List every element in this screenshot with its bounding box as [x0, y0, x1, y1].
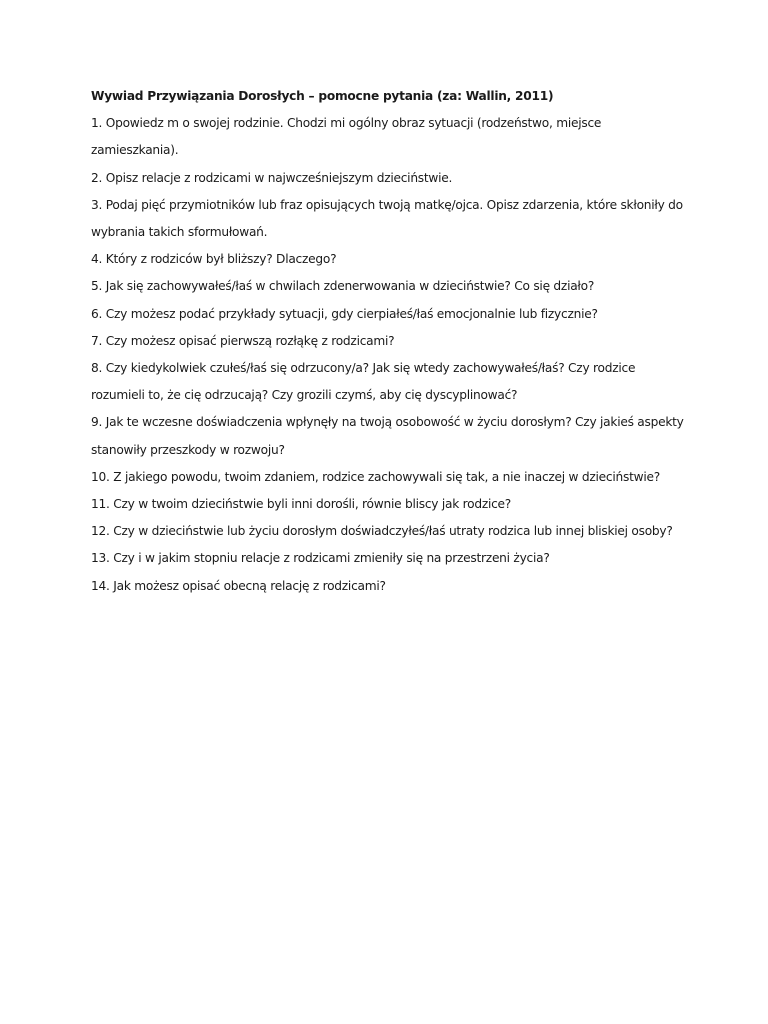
question-item: 1. Opowiedz m o swojej rodzinie. Chodzi mi ogólny obraz sytuacji (rodzeństwo, miejsce zamieszkania). [91, 116, 602, 158]
question-item: 11. Czy w twoim dzieciństwie byli inni dorośli, równie bliscy jak rodzice? [91, 497, 512, 512]
question-item: 14. Jak możesz opisać obecną relację z rodzicami? [91, 578, 386, 593]
question-item: 8. Czy kiedykolwiek czułeś/łaś się odrzucony/a? Jak się wtedy zachowywałeś/łaś? Czy rodzice rozumieli to, że cię odrzucają? Czy grozili czymś, aby cię dyscyplinować? [91, 361, 636, 403]
question-item: 13. Czy i w jakim stopniu relacje z rodzicami zmieniły się na przestrzeni życia? [91, 551, 550, 566]
document-title: Wywiad Przywiązania Dorosłych – pomocne pytania (za: Wallin, 2011) [91, 89, 554, 103]
question-item: 10. Z jakiego powodu, twoim zdaniem, rodzice zachowywali się tak, a nie inaczej w dzieciństwie? [91, 469, 660, 484]
document-body [91, 83, 691, 600]
question-item: 4. Który z rodziców był bliższy? Dlaczego? [91, 252, 337, 267]
question-item: 3. Podaj pięć przymiotników lub fraz opisujących twoją matkę/ojca. Opisz zdarzenia, które skłoniły do wybrania takich sformułowań. [91, 197, 683, 240]
question-list [91, 110, 691, 600]
question-item: 5. Jak się zachowywałeś/łaś w chwilach zdenerwowania w dzieciństwie? Co się działo? [91, 279, 595, 294]
question-item: 12. Czy w dzieciństwie lub życiu dorosłym doświadczyłeś/łaś utraty rodzica lub innej bliskiej osoby? [91, 524, 673, 539]
question-item: 9. Jak te wczesne doświadczenia wpłynęły na twoją osobowość w życiu dorosłym? Czy jakieś aspekty stanowiły przeszkody w rozwoju? [91, 415, 684, 457]
question-item: 2. Opisz relacje z rodzicami w najwcześniejszym dzieciństwie. [91, 170, 453, 185]
question-item: 6. Czy możesz podać przykłady sytuacji, gdy cierpiałeś/łaś emocjonalnie lub fizycznie? [91, 306, 598, 321]
question-item: 7. Czy możesz opisać pierwszą rozłąkę z rodzicami? [91, 333, 395, 348]
